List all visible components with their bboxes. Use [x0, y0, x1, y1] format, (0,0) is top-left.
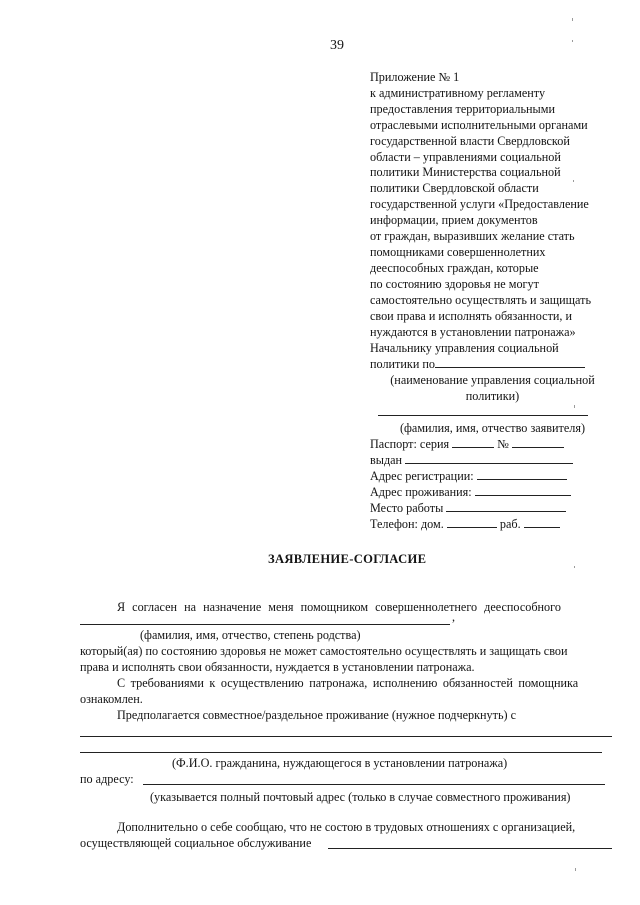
consent-paragraph: Я согласен на назначение меня помощником совершеннолетнего дееспособного — [117, 600, 561, 614]
addressee-line-1: Начальнику управления социальной — [370, 341, 559, 355]
consent-paragraph-cont-1: который(ая) по состоянию здоровья не может самостоятельно осуществлять и защищать свои — [80, 644, 568, 658]
addressee-block — [370, 340, 615, 532]
work-phone-field[interactable] — [524, 516, 560, 528]
consent-paragraph-cont-2: права и исполнять свои обязанности, нуждается в установлении патронажа. — [80, 660, 475, 674]
employment-paragraph: Дополнительно о себе сообщаю, что не состою в трудовых отношениях с организацией, — [117, 820, 576, 834]
appendix-line: по состоянию здоровья не могут — [370, 276, 539, 291]
appendix-line: от граждан, выразивших желание стать — [370, 229, 575, 244]
address-field[interactable] — [143, 784, 605, 785]
scan-speck — [574, 405, 575, 408]
department-field[interactable] — [435, 356, 585, 368]
appendix-line: предоставления территориальными — [370, 101, 555, 116]
appendix-line: свои права и исполнять обязанности, и — [370, 308, 573, 323]
citizen-name-field-1[interactable] — [80, 736, 612, 737]
citizen-name-hint: (Ф.И.О. гражданина, нуждающегося в установлении патронажа) — [172, 756, 508, 770]
citizen-name-field-2[interactable] — [80, 752, 602, 753]
appendix-line: информации, прием документов — [370, 213, 538, 228]
passport-line: Паспорт: серия № — [370, 436, 615, 452]
phone-line: Телефон: дом. раб. — [370, 516, 615, 532]
workplace-line: Место работы — [370, 500, 615, 516]
scan-speck — [572, 40, 573, 42]
passport-number-field[interactable] — [512, 436, 564, 448]
workplace-field[interactable] — [446, 500, 566, 512]
department-hint-1: (наименование управления социальной — [390, 373, 595, 387]
passport-series-field[interactable] — [452, 436, 494, 448]
appendix-line: политики Министерства социальной — [370, 165, 561, 180]
address-hint: (указывается полный почтовый адрес (только в случае совместного проживания) — [150, 790, 571, 804]
appendix-line: отраслевыми исполнительными органами — [370, 117, 588, 132]
registration-address-field[interactable] — [477, 468, 567, 480]
employment-paragraph-cont: осуществляющей социальное обслуживание — [80, 836, 312, 850]
address-label: по адресу: — [80, 772, 134, 786]
issued-line: выдан — [370, 452, 615, 468]
residence-paragraph: Предполагается совместное/раздельное проживание (нужное подчеркнуть) с — [117, 708, 517, 722]
appendix-line: государственной услуги «Предоставление — [370, 197, 589, 212]
applicant-name-field[interactable] — [378, 404, 588, 416]
appendix-line: к административному регламенту — [370, 85, 546, 100]
appendix-line: помощниками совершеннолетних — [370, 244, 546, 259]
appendix-block — [370, 70, 610, 340]
addressee-line-2: политики по — [370, 356, 615, 372]
scan-speck — [575, 868, 576, 871]
ward-name-hint: (фамилия, имя, отчество, степень родства) — [140, 628, 361, 642]
residence-line: Адрес проживания: — [370, 484, 615, 500]
appendix-line: государственной власти Свердловской — [370, 133, 570, 148]
department-hint-2: политики) — [465, 389, 520, 403]
social-organization-field[interactable] — [328, 848, 612, 849]
document-title: ЗАЯВЛЕНИЕ-СОГЛАСИЕ — [268, 552, 427, 566]
applicant-name-hint: (фамилия, имя, отчество заявителя) — [399, 421, 586, 435]
residence-address-field[interactable] — [475, 484, 571, 496]
appendix-line: Приложение № 1 — [370, 70, 460, 84]
scan-speck — [573, 180, 574, 182]
home-phone-field[interactable] — [447, 516, 497, 528]
appendix-line: дееспособных граждан, которые — [370, 260, 539, 275]
issued-field[interactable] — [405, 452, 573, 464]
ward-name-field[interactable] — [80, 624, 450, 625]
appendix-line: нуждаются в установлении патронажа» — [370, 324, 576, 339]
scan-speck — [574, 566, 575, 568]
requirements-paragraph-cont: ознакомлен. — [80, 692, 143, 706]
appendix-line: области – управлениями социальной — [370, 149, 561, 164]
appendix-line: политики Свердловской области — [370, 181, 539, 196]
comma: , — [452, 610, 456, 624]
page-number: 39 — [330, 38, 344, 53]
applicant-name-line — [370, 404, 615, 420]
requirements-paragraph: С требованиями к осуществлению патронажа, исполнению обязанностей помощника — [117, 676, 579, 690]
registration-line: Адрес регистрации: — [370, 468, 615, 484]
scan-speck — [572, 18, 573, 21]
appendix-line: самостоятельно осуществлять и защищать — [370, 292, 592, 307]
